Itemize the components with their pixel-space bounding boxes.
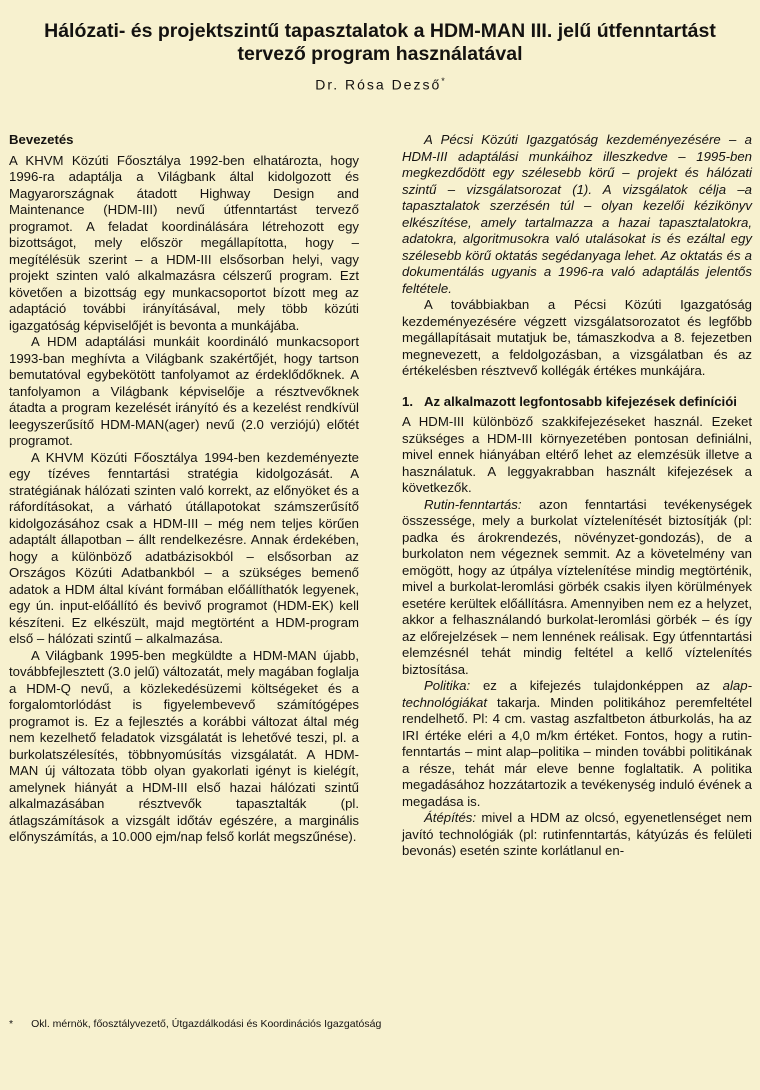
paragraph: A HDM adaptálási munkáit koordináló munkacsoport 1993-ban meghívta a Világbank szakértőjét, hogy tartson bemutatóval egybekötött tanfolyamot az érdeklődőknek. A tanfolyamon a Világbank képviselője a résztvevőknek átadta a program kezelését irányító és a kezelést rendkívül leegyszerűsítő HDM-MAN(ager) nevű (2.0 verziójú) előtét programot. bbox=[9, 334, 359, 448]
term-definition: takarja. Minden politikához peremfeltétel rendelhető. Pl: 4 cm. vastag aszfaltbeton átburkolás, ha az IRI értéke eléri a 4,0 m/km értéket. Fontos, hogy a rutin-fenntartás – mint alap–politika – minden további politikának a része, tehát már eleve benne foglaltatik. A politika megadásához hozzátartozik a tevékenység induló évének a megadása is. bbox=[402, 694, 752, 809]
section-number: 1. bbox=[402, 393, 413, 409]
paragraph bbox=[402, 678, 752, 810]
term: Átépítés: bbox=[424, 810, 477, 825]
author-line bbox=[0, 76, 760, 93]
term-definition: mivel a HDM az olcsó, egyenetlenséget nem javító technológiák (pl: rutinfenntartás, kátyúzás és felületi bevonás) esetén szinte korlátlanul en- bbox=[402, 810, 752, 858]
paragraph bbox=[402, 497, 752, 679]
term: Politika: bbox=[424, 678, 471, 693]
term: Rutin-fenntartás: bbox=[424, 496, 522, 512]
paragraph: A KHVM Közúti Főosztálya 1994-ben kezdeményezte egy tízéves fenntartási stratégia kidolgozását. A stratégiának hálózati szinten való korrekt, az előnyöket és a ráfordításokat, a várható útállapotokat számszerűsítő kidolgozásához csak a HDM-III – még nem teljes körűen adaptált állapotban – állt rendelkezésre. Annak érdekében, hogy a különböző adatbázisokból – elsősorban az Országos Közúti Adatbankból – a szükséges bemenő adatok a HDM által kívánt formában előállíthatók legyenek, egy ún. input-előállító és bevivő programot (HDM-EK) kell készíteni. Ez elkészült, majd megtörtént a HDM-program első – hálózati szintű – alkalmazása. bbox=[9, 449, 359, 646]
right-column bbox=[402, 132, 752, 860]
paragraph: A HDM-III különböző szakkifejezéseket használ. Ezeket szükséges a HDM-III környezetében pontosan definiálni, mivel ennek hiányában eltérő lehet az elemzésük illetve a használatuk. A leggyakrabban használt kifejezések a következők. bbox=[402, 414, 752, 495]
term-definition: ez a kifejezés tulajdonképpen az bbox=[470, 678, 723, 693]
page-title: Hálózati- és projektszintű tapasztalatok a HDM-MAN III. jelű útfenntartást tervező program használatával bbox=[44, 20, 716, 65]
author-name: Dr. Rósa Dezső bbox=[315, 76, 442, 93]
section-heading-1 bbox=[402, 394, 752, 411]
footnote-text: Okl. mérnök, főosztályvezető, Útgazdálkodási és Koordinációs Igazgatóság bbox=[31, 1018, 382, 1030]
left-column bbox=[9, 132, 359, 846]
footnote bbox=[9, 1018, 749, 1030]
paragraph: A továbbiakban a Pécsi Közúti Igazgatóság kezdeményezésére végzett vizsgálatsorozatot és legfőbb megállapításait mutatjuk be, támaszkodva a 8. fejezetben megnevezett, a feldolgozásban, a vizsgálatban és az értékelésben résztvevő kollégák értékes munkájára. bbox=[402, 297, 752, 378]
section-heading-intro: Bevezetés bbox=[9, 132, 74, 147]
paragraph: A KHVM Közúti Főosztálya 1992-ben elhatározta, hogy 1996-ra adaptálja a Világbank által kidolgozott és Magyarországnak átadott Highway Design and Maintenance (HDM-III) nevű útfenntartást tervező programot. A feladat koordinálására létrehozott egy bizottságot, mely először megállapította, hogy – megítélésük szerint – a HDM-III elsősorban helyi, vagy projekt szinten való alkalmazásra célszerű program. Ezt követően a bizottság egy munkacsoportot bízott meg az adaptáció további irányításával, mely több közúti igazgatóság képviselőjét is bevonta a munkájába. bbox=[9, 152, 359, 333]
section-title: Az alkalmazott legfontosabb kifejezések definíciói bbox=[424, 393, 737, 409]
term: alap-technológiákat bbox=[402, 678, 752, 710]
paragraph: A Világbank 1995-ben megküldte a HDM-MAN újabb, továbbfejlesztett (3.0 jelű) változatát, mely magában foglalja a HDM-Q nevű, a közlekedésüzemi költségeket és a forgalomtorlódást is figyelembevevő számítógépes programot is. Ez a fejlesztés a korábbi változat által még nem kezelhető feladatok vizsgálatát is lehetővé teszi, pl. a burkolatszélesítés, többnyomúsítás vizsgálatát. A HDM-MAN új változata több olyan gyakorlati igényt is kielégít, amelynek hiányát a HDM-III első hazai hálózati szintű alkalmazásában résztvevők tapasztalták (pl. átlagszámítások a vizsgált időtáv egészére, a marginális előnyszámítás, a 10.000 ejm/nap felső korlát megszűnése). bbox=[9, 647, 359, 844]
footnote-mark: * bbox=[9, 1018, 14, 1030]
paragraph: A Pécsi Közúti Igazgatóság kezdeményezésére – a HDM-III adaptálási munkáihoz illeszkedve – 1995-ben megkezdődött egy szélesebb körű – projekt és hálózati szintű – vizsgálatsorozat (1). A vizsgálatok célja –a tapasztalatok szerzésén túl – olyan kezelői kézikönyv elkészítése, amely tartalmazza a hazai tapasztalatokra, adatokra, algoritmusokra való utalásokat is és ezáltal egy szélesebb körű oktatás segédanyaga lehet. Az oktatás és a dokumentálás ugyanis a 1996-ra való adaptálás jelentős feltétele. bbox=[402, 132, 752, 296]
term-definition: azon fenntartási tevékenységek összessége, mely a burkolat víztelenítését biztosítják (pl: padka és árokrendezés, növényzet-gondozás), de a burkolaton nem végeznek semmit. Az a követelmény van emögött, hogy az útpálya víztelenítése mindig megtörténik, mivel a burkolat-leromlási görbék csakis ilyen körülmények esetére kerültek előállításra. Amennyiben nem ez a helyzet, akkor a felhasználandó burkolat-leromlási görbék – és így az előrejelzések – nem lennének reálisak. Egy útfenntartási elemzésnél tehát mindig feltétel a kellő víztelenítés biztosítása. bbox=[402, 496, 752, 677]
author-footnote-mark: * bbox=[441, 76, 445, 86]
paragraph bbox=[402, 810, 752, 860]
